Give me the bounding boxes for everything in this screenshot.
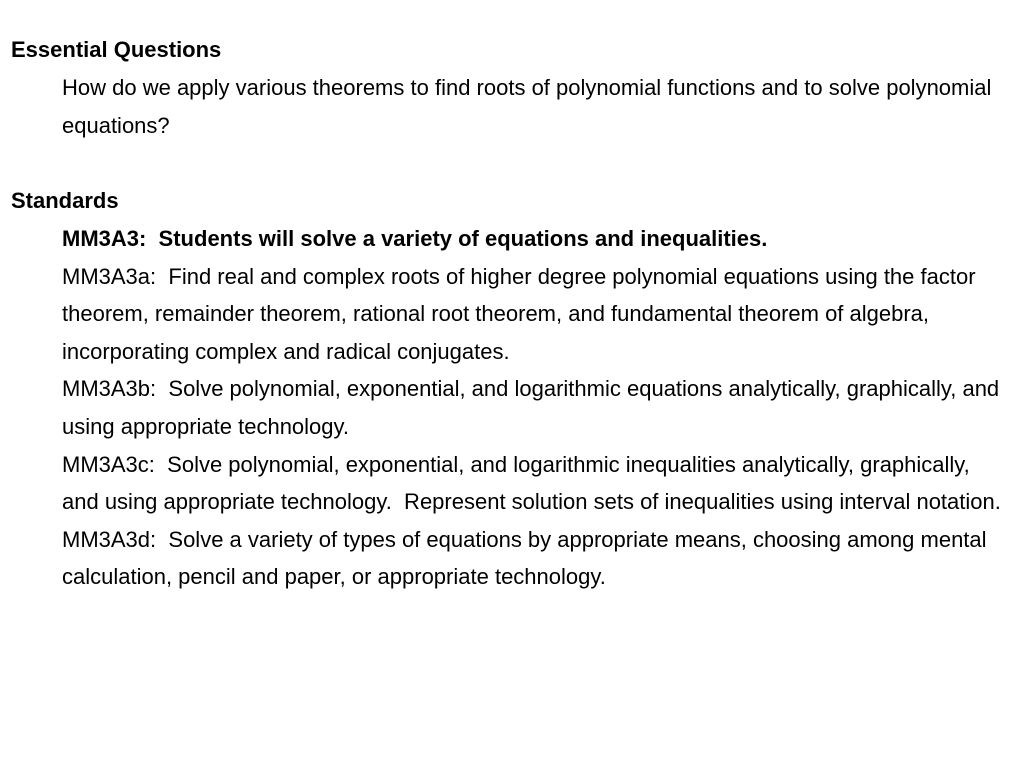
standard-text-d: Solve a variety of types of equations by appropriate means, choosing among mental calculation, pencil and paper, or appropriate technology. [62,526,993,590]
standard-item-b [62,370,1012,445]
main-standard: MM3A3: Students will solve a variety of equations and inequalities. [62,226,768,251]
standard-code-d: MM3A3d: [62,526,157,552]
standards-heading: Standards [11,188,119,213]
standard-item-d [62,521,1012,596]
standard-code-b: MM3A3b: [62,376,157,402]
standard-code-a: MM3A3a: [62,263,157,289]
standard-code-c: MM3A3c: [62,451,155,477]
standard-item-a [62,258,1012,371]
essential-questions-heading: Essential Questions [11,37,222,62]
standards-list [62,220,1012,596]
essential-questions-text-block [62,69,1012,144]
standard-item-c [62,446,1012,521]
standard-text-c: Solve polynomial, exponential, and logarithmic inequalities analytically, graphically, and using appropriate technology. Represent solution sets of inequalities using interval notation. [62,451,1001,515]
standard-text-b: Solve polynomial, exponential, and logarithmic equations analytically, graphically, and using appropriate technology. [62,376,1006,439]
standard-text-a: Find real and complex roots of higher degree polynomial equations using the factor theorem, remainder theorem, rational root theorem, and fundamental theorem of algebra, incorporating complex and radical conjugates. [62,263,982,364]
essential-question-text: How do we apply various theorems to find roots of polynomial functions and to solve polynomial equations? [62,75,998,138]
